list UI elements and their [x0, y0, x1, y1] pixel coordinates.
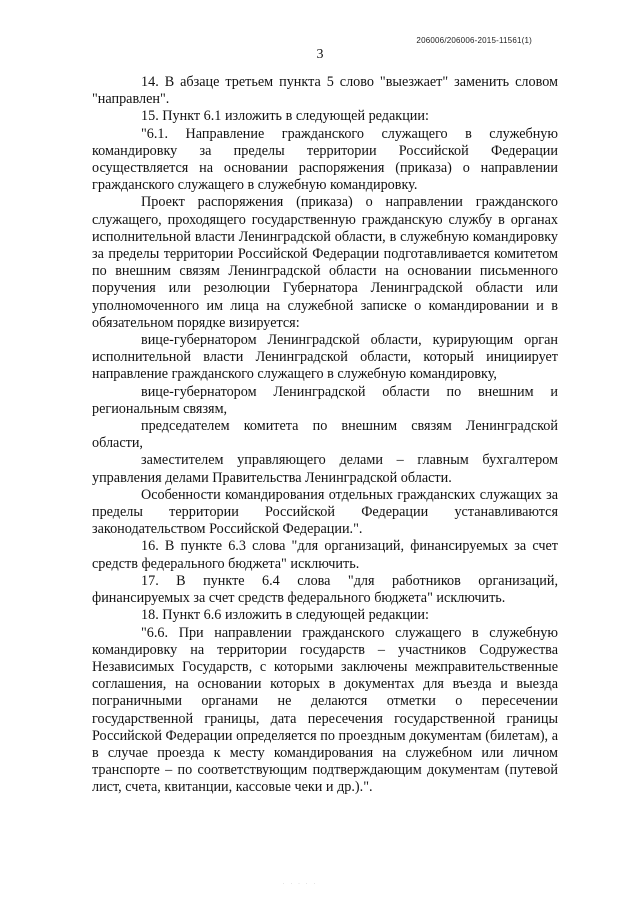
paragraph-6-6: "6.6. При направлении гражданского служащего в служебную командировку на территории государств – участников Содружества Независимых Государств, с которыми заключены межправительственные соглашения, на основании которых в документах для въезда и выезда пограничными органами не делаются отметки о пересечении государственной границы, дата пересечения государственной границы Российской Федерации определяется по проездным документам (билетам), а в случае проезда к месту командирования на служебном или личном транспорте – по соответствующим подтверждающим документам (путевой лист, счета, квитанции, кассовые чеки и др.).". — [92, 624, 558, 796]
paragraph-item-18: 18. Пункт 6.6 изложить в следующей редакции: — [141, 607, 429, 624]
paragraph-specifics: Особенности командирования отдельных гражданских служащих за пределы территории Российской Федерации устанавливаются законодательством Российской Федерации.". — [92, 486, 558, 538]
paragraph-item-15: 15. Пункт 6.1 изложить в следующей редакции: — [141, 108, 429, 125]
paragraph-draft-order: Проект распоряжения (приказа) о направлении гражданского служащего, проходящего государственную гражданскую службу в органах исполнительной власти Ленинградской области, в служебную командировку за пределы территории Российской Федерации подготавливается комитетом по внешним связям Ленинградской области на основании письменного поручения или резолюции Губернатора Ленинградской области или уполномоченного им лица на служебной записке о командировании и в обязательном порядке визируется: — [92, 194, 558, 331]
paragraph-visa-3: председателем комитета по внешним связям Ленинградской области, — [92, 418, 558, 452]
paragraph-item-16: 16. В пункте 6.3 слова "для организаций, финансируемых за счет средств федерального бюджета" исключить. — [92, 538, 558, 572]
paragraph-visa-1: вице-губернатором Ленинградской области, курирующим орган исполнительной власти Ленинградской области, который инициирует направление гражданского служащего в служебную командировку, — [92, 332, 558, 383]
document-body — [92, 74, 558, 797]
paragraph-item-17: 17. В пункте 6.4 слова "для работников организаций, финансируемых за счет средств федерального бюджета" исключить. — [92, 572, 558, 607]
page-number: 3 — [316, 47, 324, 62]
paragraph-visa-4: заместителем управляющего делами – главным бухгалтером управления делами Правительства Ленинградской области. — [92, 452, 558, 486]
scan-artifact: · · · · · — [282, 881, 318, 887]
paragraph-6-1: "6.1. Направление гражданского служащего в служебную командировку за пределы территории Российской Федерации осуществляется на основании распоряжения (приказа) о направлении гражданского служащего в служебную командировку. — [92, 125, 558, 194]
document-id: 206006/206006-2015-11561(1) — [416, 36, 532, 45]
paragraph-visa-2: вице-губернатором Ленинградской области по внешним и региональным связям, — [92, 383, 558, 417]
paragraph-item-14: 14. В абзаце третьем пункта 5 слово "выезжает" заменить словом "направлен". — [92, 74, 558, 108]
